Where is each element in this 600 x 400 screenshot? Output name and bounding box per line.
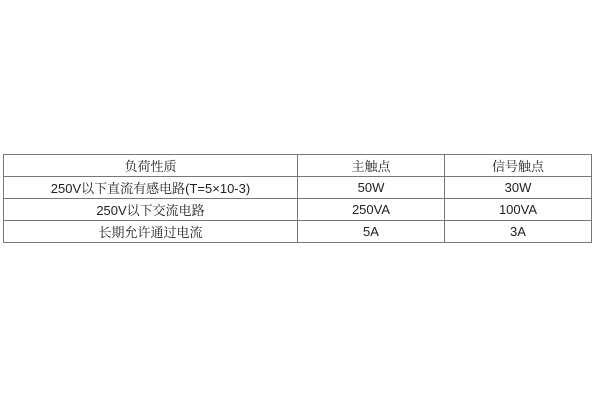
header-signal-contact: 信号触点 — [445, 155, 592, 177]
cell-main-contact: 50W — [298, 177, 445, 199]
table-row — [4, 199, 592, 221]
cell-main-contact: 5A — [298, 221, 445, 243]
cell-load-nature: 250V以下直流有感电路(T=5×10-3) — [4, 177, 298, 199]
table-row — [4, 221, 592, 243]
cell-load-nature: 250V以下交流电路 — [4, 199, 298, 221]
contact-load-spec-table — [3, 154, 592, 243]
header-load-nature: 负荷性质 — [4, 155, 298, 177]
cell-signal-contact: 30W — [445, 177, 592, 199]
cell-signal-contact: 3A — [445, 221, 592, 243]
cell-load-nature: 长期允许通过电流 — [4, 221, 298, 243]
table-header-row — [4, 155, 592, 177]
header-main-contact: 主触点 — [298, 155, 445, 177]
cell-main-contact: 250VA — [298, 199, 445, 221]
table-row — [4, 177, 592, 199]
cell-signal-contact: 100VA — [445, 199, 592, 221]
